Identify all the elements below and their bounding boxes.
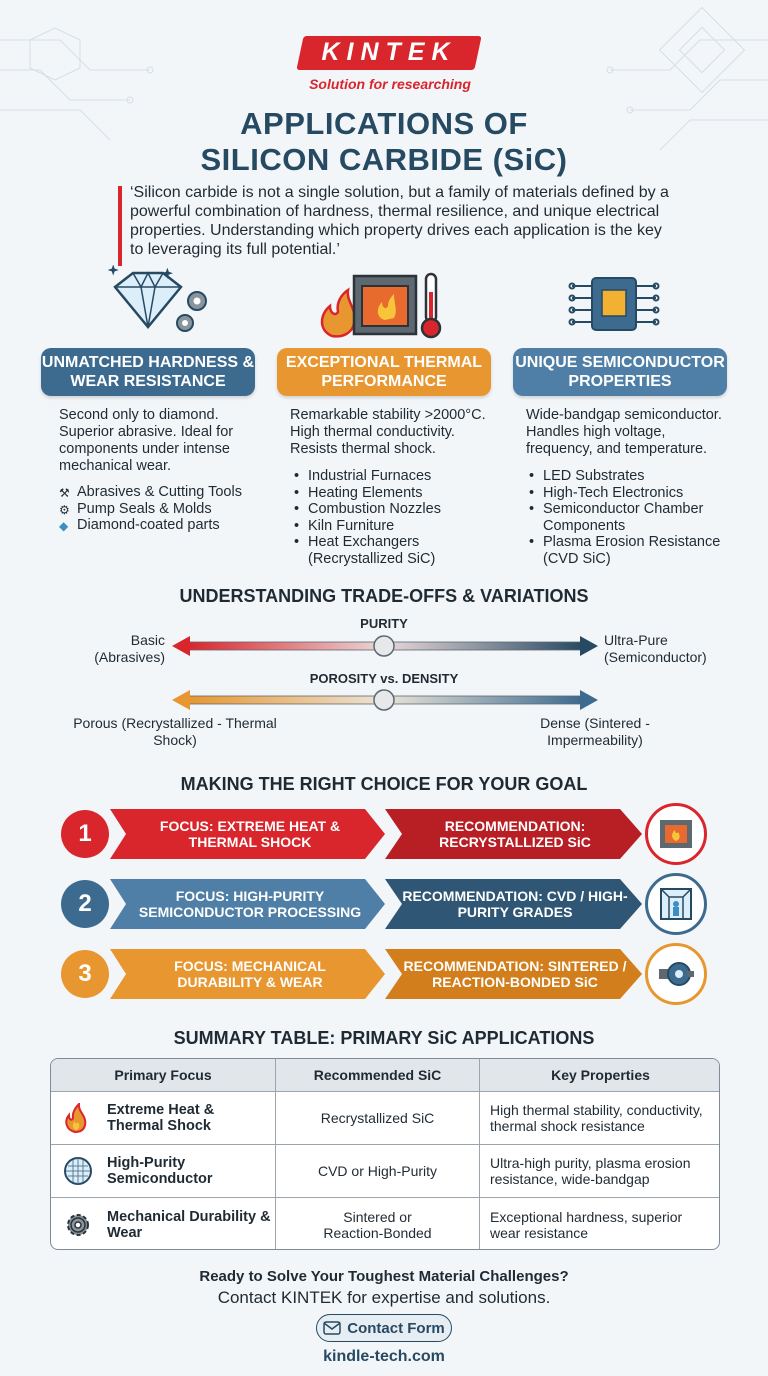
diamond-icon: ◆ <box>59 519 69 533</box>
list-item: ⚙ Pump Seals & Molds <box>59 500 212 517</box>
feature-title-hardness: UNMATCHED HARDNESS & WEAR RESISTANCE <box>41 348 255 396</box>
feature-desc-thermal: Remarkable stability >2000°C. High thermal conductivity. Resists thermal shock. <box>290 407 486 457</box>
quote-accent-bar <box>118 186 122 266</box>
choice-focus: FOCUS: EXTREME HEAT & THERMAL SHOCK <box>159 818 341 850</box>
semiconductor-applications-list <box>525 468 725 567</box>
table-header: Primary Focus <box>114 1067 212 1083</box>
envelope-icon <box>323 1321 341 1335</box>
summary-table <box>50 1058 720 1250</box>
table-cell-props: Ultra-high purity, plasma erosion resistance, wide-bandgap <box>479 1145 720 1197</box>
cta-subtext: Contact KINTEK for expertise and solutions. <box>217 1288 551 1307</box>
purity-left-label: Basic (Abrasives) <box>94 632 165 665</box>
table-cell-sic: CVD or High-Purity <box>275 1145 479 1197</box>
feature-desc-semiconductor: Wide-bandgap semiconductor. Handles high voltage, frequency, and temperature. <box>526 407 722 457</box>
table-cell-sic: Recrystallized SiC <box>275 1092 479 1144</box>
furnace-thermometer-icon <box>318 272 450 340</box>
cta-headline: Ready to Solve Your Toughest Material Challenges? <box>199 1268 569 1285</box>
feature-desc-hardness: Second only to diamond. Superior abrasive. Ideal for components under intense mechanical wear. <box>59 407 234 474</box>
list-item: ⚒ Abrasives & Cutting Tools <box>59 484 242 500</box>
choice-number: 2 <box>61 880 109 928</box>
flame-icon <box>63 1092 103 1144</box>
page-title-line1: APPLICATIONS OF <box>240 106 528 141</box>
logo: KINTEK <box>321 38 457 66</box>
furnace-icon <box>645 803 707 865</box>
diamond-gears-icon <box>105 265 220 340</box>
list-item: • LED Substrates <box>525 468 725 485</box>
table-header: Recommended SiC <box>275 1059 479 1091</box>
table-cell-focus: Extreme Heat & Thermal Shock <box>107 1102 215 1134</box>
porosity-slider <box>170 686 600 714</box>
saw-blade-icon: ⚒ <box>59 486 70 500</box>
table-cell-focus: Mechanical Durability & Wear <box>107 1208 271 1241</box>
feature-title-semiconductor: UNIQUE SEMICONDUCTOR PROPERTIES <box>513 348 727 396</box>
tradeoffs-title: UNDERSTANDING TRADE-OFFS & VARIATIONS <box>179 586 589 606</box>
list-item: • Semiconductor Chamber Components <box>525 501 725 534</box>
hardness-applications-list <box>59 484 269 534</box>
choice-focus: FOCUS: HIGH-PURITY SEMICONDUCTOR PROCESSING <box>138 888 362 920</box>
list-item: • Industrial Furnaces <box>290 468 490 485</box>
table-header-row <box>51 1059 720 1091</box>
purity-right-label: Ultra-Pure (Semiconductor) <box>604 632 707 665</box>
contact-form-label: Contact Form <box>347 1319 445 1337</box>
pump-icon <box>645 943 707 1005</box>
table-header: Key Properties <box>479 1059 720 1091</box>
website-link[interactable]: kindle-tech.com <box>323 1348 445 1365</box>
table-cell-sic: Sintered or Reaction-Bonded <box>275 1198 479 1250</box>
choices-title: MAKING THE RIGHT CHOICE FOR YOUR GOAL <box>180 774 588 794</box>
list-item: • Combustion Nozzles <box>290 501 490 518</box>
intro-quote: ‘Silicon carbide is not a single solution, but a family of materials defined by a powerful combination of hardness, thermal resilience, and unique electrical properties. Understanding which property drives each application is the key to leveraging its full potential.’ <box>130 184 669 258</box>
purity-slider <box>170 632 600 660</box>
choice-recommendation: RECOMMENDATION: SINTERED / REACTION-BONDED SiC <box>403 958 627 990</box>
list-item: • Heating Elements <box>290 485 490 502</box>
list-item: • Kiln Furniture <box>290 518 490 535</box>
porosity-right-label: Dense (Sintered - Impermeability) <box>540 715 650 748</box>
table-row <box>51 1144 720 1197</box>
table-row <box>51 1091 720 1144</box>
microchip-icon <box>568 272 660 336</box>
cleanroom-icon <box>645 873 707 935</box>
table-cell-props: Exceptional hardness, superior wear resistance <box>479 1198 720 1250</box>
contact-form-button[interactable] <box>316 1314 452 1342</box>
thermal-applications-list <box>290 468 490 567</box>
table-cell-props: High thermal stability, conductivity, thermal shock resistance <box>479 1092 720 1144</box>
summary-title: SUMMARY TABLE: PRIMARY SiC APPLICATIONS <box>173 1028 595 1048</box>
table-cell-focus: High-Purity Semiconductor <box>107 1155 213 1187</box>
list-item: • High-Tech Electronics <box>525 485 725 502</box>
wafer-icon <box>63 1145 103 1197</box>
feature-title-thermal: EXCEPTIONAL THERMAL PERFORMANCE <box>277 348 491 396</box>
choice-recommendation: RECOMMENDATION: RECRYSTALLIZED SiC <box>439 818 591 850</box>
choice-number: 1 <box>61 810 109 858</box>
pump-icon: ⚙ <box>59 502 70 517</box>
choice-focus: FOCUS: MECHANICAL DURABILITY & WEAR <box>174 958 326 990</box>
list-item: • Heat Exchangers (Recrystallized SiC) <box>290 534 490 567</box>
gear-icon <box>63 1198 103 1250</box>
choice-recommendation: RECOMMENDATION: CVD / HIGH-PURITY GRADES <box>402 888 628 920</box>
purity-label: PURITY <box>360 616 408 631</box>
logo-tagline: Solution for researching <box>309 76 471 92</box>
page-title-line2: SILICON CARBIDE (SiC) <box>200 142 568 177</box>
list-item: • Plasma Erosion Resistance (CVD SiC) <box>525 534 725 567</box>
choice-number: 3 <box>61 950 109 998</box>
table-row <box>51 1197 720 1250</box>
porosity-label: POROSITY vs. DENSITY <box>309 671 459 686</box>
list-item: ◆ Diamond-coated parts <box>59 517 220 533</box>
porosity-left-label: Porous (Recrystallized - Thermal Shock) <box>73 715 277 748</box>
